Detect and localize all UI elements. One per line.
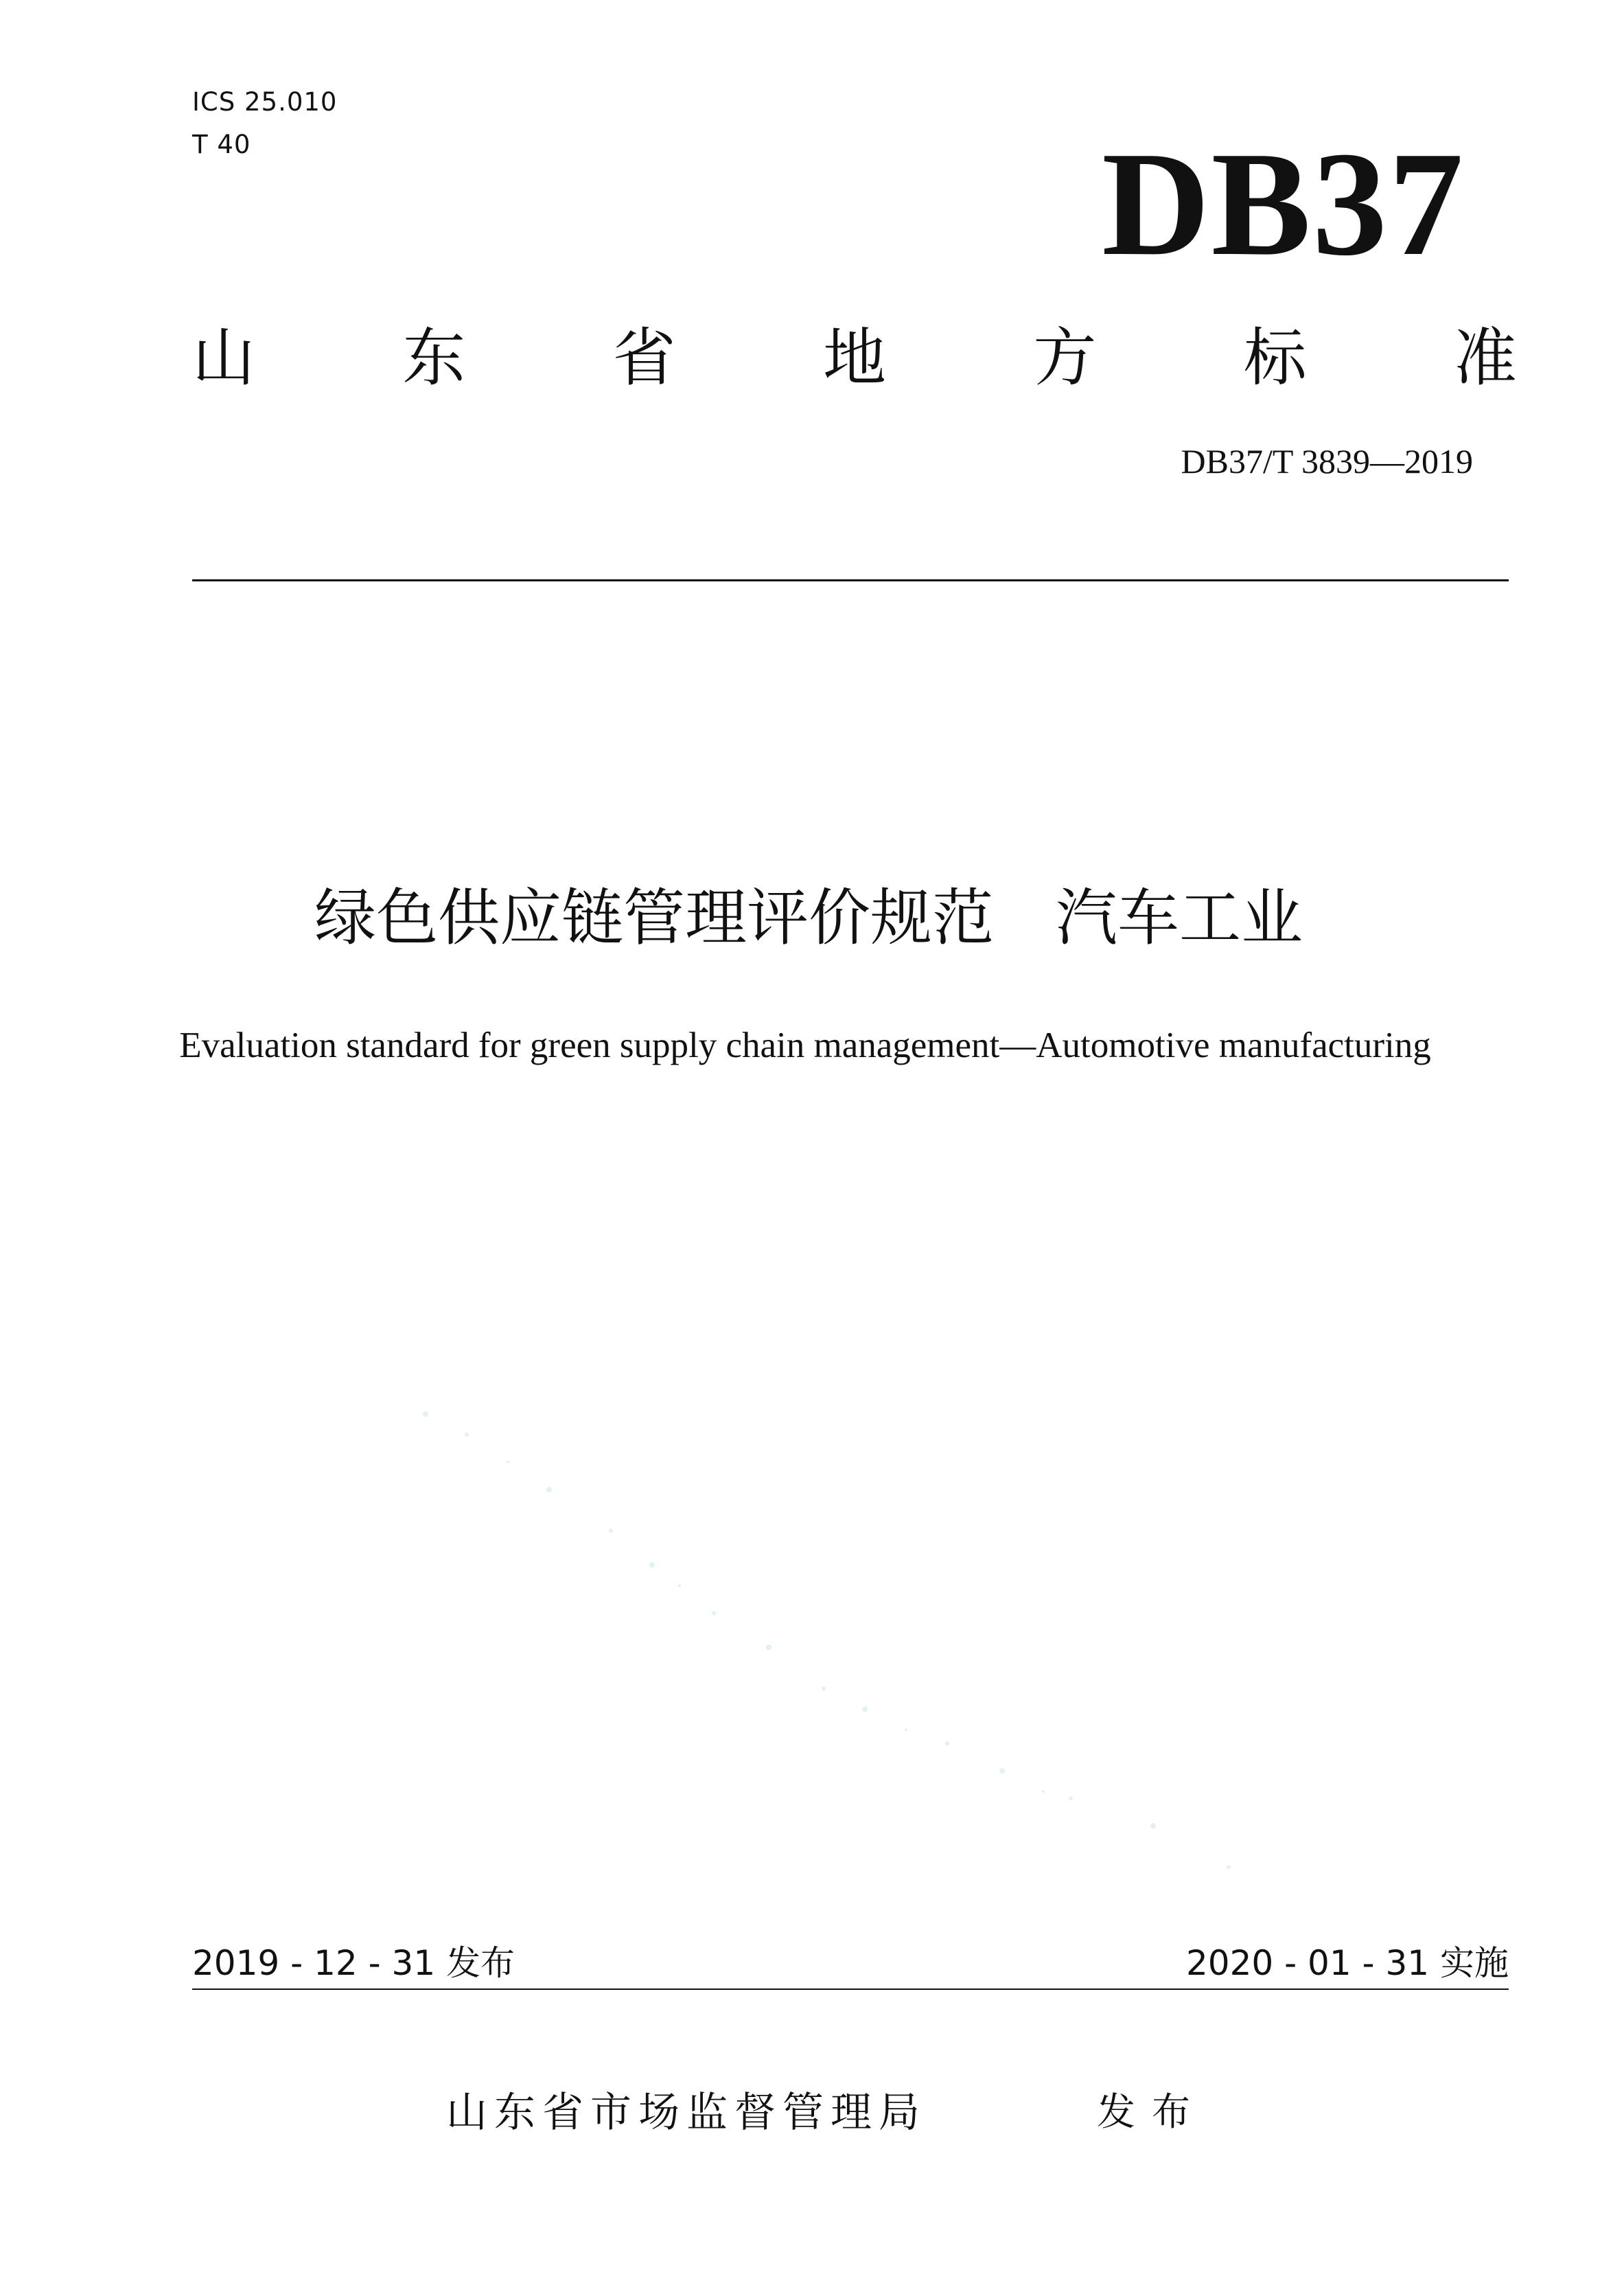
issuing-authority: 山东省市场监督管理局 [446, 2089, 927, 2137]
standard-type-char: 标 [1243, 321, 1307, 395]
issue-action-label: 发布 [1097, 2090, 1207, 2135]
standard-type-char: 山 [192, 321, 256, 395]
title-english: Evaluation standard for green supply chain management—Automotive manufacturing [179, 1025, 1431, 1065]
top-divider [192, 579, 1509, 581]
standard-type-heading [192, 317, 1517, 399]
standard-type-char: 地 [822, 321, 886, 395]
standard-type-char: 省 [612, 321, 676, 395]
title-chinese: 绿色供应链管理评价规范 汽车工业 [314, 882, 1303, 954]
standard-type-char: 准 [1453, 321, 1517, 395]
implementation-date: 2020 - 01 - 31 实施 [1185, 1943, 1509, 1983]
bottom-divider [192, 1988, 1509, 1990]
standard-logo-db37: DB37 [1102, 121, 1465, 287]
standard-type-char: 东 [402, 321, 466, 395]
issue-date: 2019 - 12 - 31 发布 [192, 1943, 515, 1983]
ccs-code: T 40 [192, 130, 251, 159]
standard-number: DB37/T 3839—2019 [1181, 442, 1473, 480]
standard-type-char: 方 [1033, 321, 1097, 395]
ics-code: ICS 25.010 [192, 87, 338, 117]
background-speckles [384, 1387, 1277, 1908]
classification-codes [192, 81, 337, 166]
